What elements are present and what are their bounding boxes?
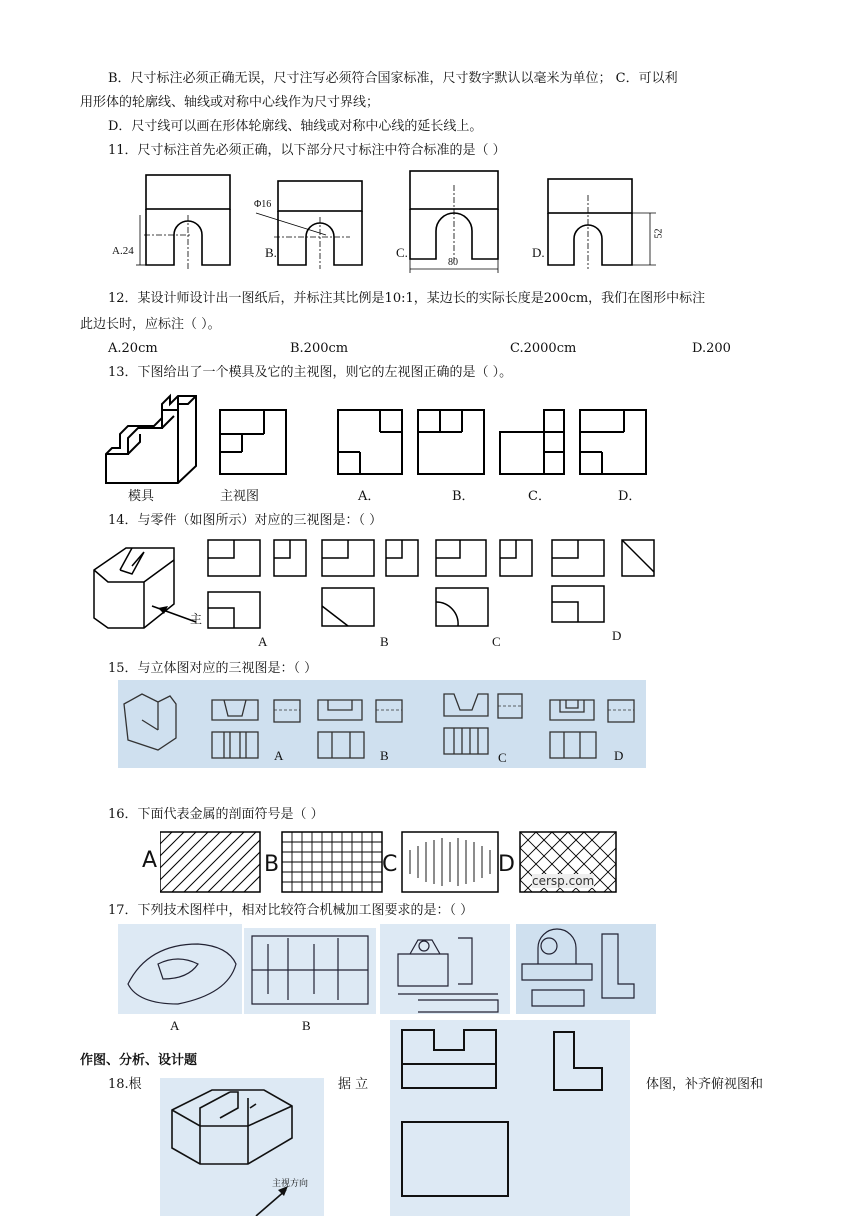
q16-option-a[interactable]: A xyxy=(142,848,158,873)
q11-option-c[interactable]: C. xyxy=(396,245,408,260)
question-11: 11．尺寸标注首先必须正确，以下部分尺寸标注中符合标准的是（ ） xyxy=(108,143,506,158)
q16-watermark: cersp.com xyxy=(532,874,595,888)
q12-option-c[interactable]: C.2000cm xyxy=(510,341,577,356)
q17-option-b[interactable]: B xyxy=(302,1018,311,1033)
q14-option-a[interactable]: A xyxy=(258,634,268,649)
q17-option-a[interactable]: A xyxy=(170,1018,180,1033)
q15-option-d[interactable]: D xyxy=(614,748,624,763)
q15-option-a[interactable]: A xyxy=(274,748,284,763)
q14-arrow-label: 主 xyxy=(190,612,203,626)
q14-option-d[interactable]: D xyxy=(612,628,622,643)
q15-option-c[interactable]: C xyxy=(498,750,507,765)
q12-option-b[interactable]: B.200cm xyxy=(290,341,349,356)
q11-option-a[interactable]: A.24 xyxy=(112,245,134,257)
text-line: D．尺寸线可以画在形体轮廓线、轴线或对称中心线的延长线上。 xyxy=(108,119,483,134)
q11-dim-c: 80 xyxy=(448,257,458,268)
question-18-end: 体图，补齐俯视图和 xyxy=(646,1077,764,1092)
question-16: 16．下面代表金属的剖面符号是（ ） xyxy=(108,807,324,822)
q13-front-label: 主视图 xyxy=(220,489,260,504)
question-17: 17．下列技术图样中，相对比较符合机械加工图要求的是：（ ） xyxy=(108,903,474,918)
q13-option-b[interactable]: B． xyxy=(452,489,475,504)
q13-option-a[interactable]: A． xyxy=(358,489,381,504)
q11-option-d[interactable]: D. xyxy=(532,245,545,260)
q16-option-c[interactable]: C xyxy=(382,852,398,877)
q14-option-b[interactable]: B xyxy=(380,634,389,649)
q12-option-d[interactable]: D.200 xyxy=(692,341,731,356)
q14-figures xyxy=(86,530,666,640)
q14-option-c[interactable]: C xyxy=(492,634,501,649)
text-line: 用形体的轮廓线、轴线或对称中心线作为尺寸界线； xyxy=(80,95,380,110)
q18-views xyxy=(390,1020,630,1216)
q16-option-b[interactable]: B xyxy=(264,852,280,877)
section-heading: 作图、分析、设计题 xyxy=(80,1053,198,1068)
question-12-cont: 此边长时，应标注（ ）。 xyxy=(80,317,221,332)
q13-figures xyxy=(100,388,670,488)
question-12: 12．某设计师设计出一图纸后，并标注其比例是10:1，某边长的实际长度是200cm，我们在图形中标注 xyxy=(108,291,706,306)
question-15: 15．与立体图对应的三视图是：（ ） xyxy=(108,661,318,676)
q16-option-d[interactable]: D xyxy=(498,852,515,877)
q11-dim-d: 52 xyxy=(653,228,665,239)
q13-mold-label: 模具 xyxy=(128,489,155,504)
q12-option-a[interactable]: A.20cm xyxy=(108,341,158,356)
q17-sketches xyxy=(118,924,658,1016)
q11-dim-b: Φ16 xyxy=(254,199,272,210)
q13-option-c[interactable]: C． xyxy=(528,489,551,504)
q18-iso-figure xyxy=(160,1078,324,1216)
text-line: B．尺寸标注必须正确无误，尺寸注写必须符合国家标准，尺寸数字默认以毫米为单位； C．可以利 xyxy=(108,71,678,86)
question-14: 14．与零件（如图所示）对应的三视图是：（ ） xyxy=(108,513,383,528)
question-18: 18.根 xyxy=(108,1077,142,1092)
q11-option-b[interactable]: B. xyxy=(265,245,277,260)
q13-option-d[interactable]: D． xyxy=(618,489,642,504)
q18-arrow-label: 主视方向 xyxy=(272,1178,309,1188)
q11-figures xyxy=(100,165,680,275)
question-18-mid: 据 立 xyxy=(338,1077,369,1092)
q15-option-b[interactable]: B xyxy=(380,748,389,763)
question-13: 13．下图给出了一个模具及它的主视图，则它的左视图正确的是（ ）。 xyxy=(108,365,513,380)
